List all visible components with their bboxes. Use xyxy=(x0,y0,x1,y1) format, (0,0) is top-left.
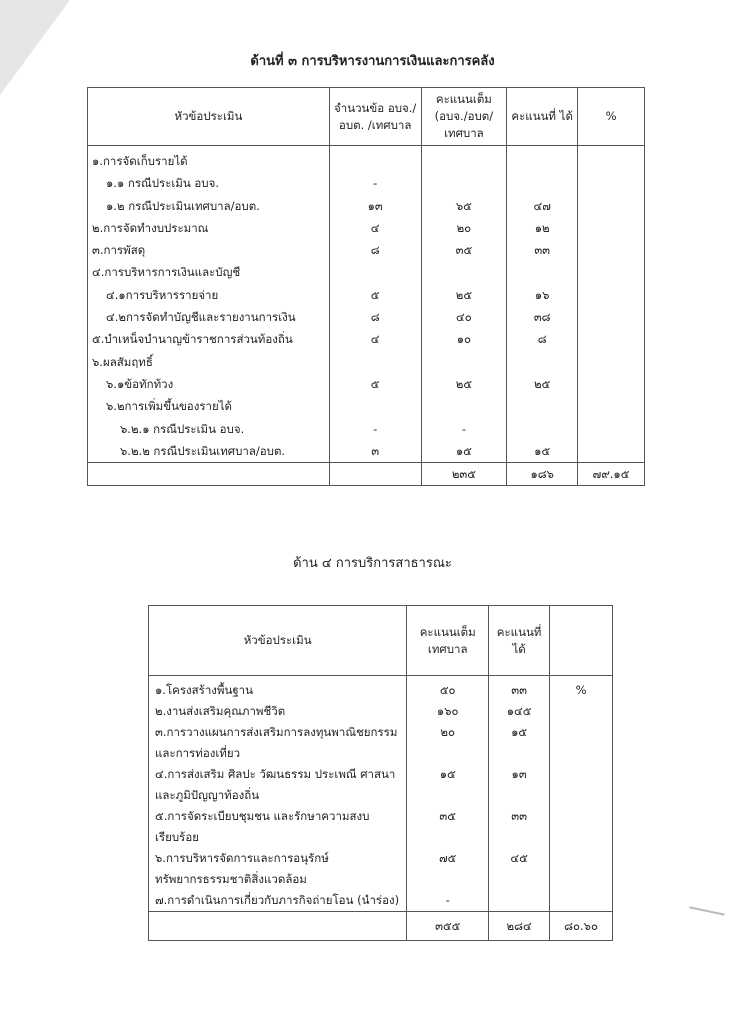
row-label: ๔.การส่งเสริม ศิลปะ วัฒนธรรม ประเพณี ศาสนาและภูมิปัญญาท้องถิ่น xyxy=(149,764,407,806)
row-label: ๖.ผลสัมฤทธิ์ xyxy=(88,351,330,373)
header-full: คะแนนเต็ม (อบจ./อบต/ เทศบาล xyxy=(421,88,507,146)
table-row xyxy=(88,351,645,373)
row-got xyxy=(489,890,550,912)
row-full: ๑๖๐ xyxy=(407,701,489,722)
row-label: ๗.การดำเนินการเกี่ยวกับภารกิจถ่ายโอน (นำร่อง) xyxy=(149,890,407,912)
row-full: ๕๐ xyxy=(407,676,489,702)
table-row xyxy=(149,890,613,912)
table-row xyxy=(149,701,613,722)
row-label: ๖.๒.๑ กรณีประเมิน อบจ. xyxy=(88,418,330,440)
table-row xyxy=(88,306,645,328)
row-count xyxy=(329,395,421,417)
row-full xyxy=(421,395,507,417)
table-row xyxy=(88,440,645,463)
row-pct xyxy=(550,806,613,848)
table-row xyxy=(149,848,613,890)
row-count: ๓ xyxy=(329,440,421,463)
row-got xyxy=(507,172,578,194)
table-row xyxy=(88,418,645,440)
row-label: ๒.งานส่งเสริมคุณภาพชีวิต xyxy=(149,701,407,722)
header-got: คะแนนที่ ได้ xyxy=(507,88,578,146)
row-got: ๘ xyxy=(507,328,578,350)
row-label: ๔.๒การจัดทำบัญชีและรายงานการเงิน xyxy=(88,306,330,328)
row-full: ๓๕ xyxy=(407,806,489,848)
row-label: ๖.๒.๒ กรณีประเมินเทศบาล/อบต. xyxy=(88,440,330,463)
row-got: ๒๕ xyxy=(507,373,578,395)
row-full: ๒๕ xyxy=(421,284,507,306)
row-label: ๑.การจัดเก็บรายได้ xyxy=(88,146,330,173)
row-count xyxy=(329,351,421,373)
row-label: ๖.๒การเพิ่มขึ้นของรายได้ xyxy=(88,395,330,417)
row-got: ๑๖ xyxy=(507,284,578,306)
row-label: ๖.การบริหารจัดการและการอนุรักษ์ ทรัพยากรธรรมชาติสิ่งแวดล้อม xyxy=(149,848,407,890)
section4-table xyxy=(148,605,613,941)
row-count: ๔ xyxy=(329,217,421,239)
row-got: ๑๔๕ xyxy=(489,701,550,722)
row-count xyxy=(329,261,421,283)
row-got xyxy=(507,261,578,283)
section4-title: ด้าน ๔ การบริการสาธารณะ xyxy=(293,556,452,571)
row-label: ๔.๑การบริหารรายจ่าย xyxy=(88,284,330,306)
row-got: ๑๕ xyxy=(507,440,578,463)
row-pct xyxy=(550,701,613,722)
table-row xyxy=(88,395,645,417)
section3-title: ด้านที่ ๓ การบริหารงานการเงินและการคลัง xyxy=(250,54,495,69)
total-got: ๑๘๖ xyxy=(507,463,578,486)
scan-mark xyxy=(689,906,725,915)
total-pct: ๗๙.๑๕ xyxy=(578,463,645,486)
table-row xyxy=(88,172,645,194)
total-row xyxy=(88,463,645,486)
table-row xyxy=(149,722,613,764)
total-got: ๒๘๔ xyxy=(489,912,550,941)
row-got xyxy=(507,418,578,440)
row-label: ๒.การจัดทำงบประมาณ xyxy=(88,217,330,239)
row-count: - xyxy=(329,172,421,194)
total-full: ๓๕๕ xyxy=(407,912,489,941)
row-got: ๑๕ xyxy=(489,722,550,764)
total-full: ๒๓๕ xyxy=(421,463,507,486)
header-got: คะแนนที่ ได้ xyxy=(489,606,550,676)
row-label: ๑.โครงสร้างพื้นฐาน xyxy=(149,676,407,702)
table-row xyxy=(88,261,645,283)
row-full: ๒๐ xyxy=(421,217,507,239)
row-label: ๕.บำเหน็จบำนาญข้าราชการส่วนท้องถิ่น xyxy=(88,328,330,350)
row-full xyxy=(421,172,507,194)
row-full: ๓๕ xyxy=(421,239,507,261)
row-full: ๑๐ xyxy=(421,328,507,350)
row-got xyxy=(507,395,578,417)
row-pct xyxy=(550,722,613,764)
total-row xyxy=(149,912,613,941)
row-pct xyxy=(550,890,613,912)
row-count: ๕ xyxy=(329,284,421,306)
row-full: ๑๕ xyxy=(421,440,507,463)
header-topic: หัวข้อประเมิน xyxy=(88,88,330,146)
page-corner-fold xyxy=(0,0,70,95)
row-got: ๔๗ xyxy=(507,195,578,217)
row-label: ๓.การวางแผนการส่งเสริมการลงทุนพาณิชยกรรมและการท่องเที่ยว xyxy=(149,722,407,764)
table-row xyxy=(88,195,645,217)
row-full: ๒๐ xyxy=(407,722,489,764)
row-got: ๓๓ xyxy=(507,239,578,261)
row-full: ๔๐ xyxy=(421,306,507,328)
header-topic: หัวข้อประเมิน xyxy=(149,606,407,676)
row-full: ๒๕ xyxy=(421,373,507,395)
row-count: - xyxy=(329,418,421,440)
row-got: ๓๘ xyxy=(507,306,578,328)
row-count: ๘ xyxy=(329,239,421,261)
row-pct xyxy=(550,848,613,890)
row-count: ๔ xyxy=(329,328,421,350)
header-full: คะแนนเต็ม เทศบาล xyxy=(407,606,489,676)
row-full: - xyxy=(421,418,507,440)
row-label: ๖.๑ข้อทักท้วง xyxy=(88,373,330,395)
row-full: ๑๕ xyxy=(407,764,489,806)
row-got xyxy=(507,146,578,173)
header-pct: % xyxy=(578,88,645,146)
row-pct: % xyxy=(550,676,613,702)
table-row xyxy=(88,373,645,395)
table-row xyxy=(149,676,613,702)
row-full xyxy=(421,146,507,173)
row-label: ๕.การจัดระเบียบชุมชน และรักษาความสงบเรียบร้อย xyxy=(149,806,407,848)
row-count: ๘ xyxy=(329,306,421,328)
row-full: ๗๕ xyxy=(407,848,489,890)
row-label: ๓.การพัสดุ xyxy=(88,239,330,261)
row-label: ๑.๒ กรณีประเมินเทศบาล/อบต. xyxy=(88,195,330,217)
section3-table xyxy=(87,87,645,486)
row-got: ๑๒ xyxy=(507,217,578,239)
table-row xyxy=(149,764,613,806)
header-count: จำนวนข้อ อบจ./อบต. /เทศบาล xyxy=(329,88,421,146)
table-row xyxy=(88,146,645,173)
row-full: ๖๕ xyxy=(421,195,507,217)
row-full xyxy=(421,351,507,373)
total-pct: ๘๐.๖๐ xyxy=(550,912,613,941)
row-pct xyxy=(550,764,613,806)
table-row xyxy=(88,239,645,261)
table-row xyxy=(149,806,613,848)
row-count: ๑๓ xyxy=(329,195,421,217)
row-full xyxy=(421,261,507,283)
row-got: ๓๓ xyxy=(489,806,550,848)
row-got: ๓๓ xyxy=(489,676,550,702)
row-count xyxy=(329,146,421,173)
row-got: ๑๓ xyxy=(489,764,550,806)
row-count: ๕ xyxy=(329,373,421,395)
row-got xyxy=(507,351,578,373)
row-full: - xyxy=(407,890,489,912)
table-row xyxy=(88,328,645,350)
header-pct xyxy=(550,606,613,676)
table-row xyxy=(88,217,645,239)
row-label: ๑.๑ กรณีประเมิน อบจ. xyxy=(88,172,330,194)
table-row xyxy=(88,284,645,306)
row-got: ๔๕ xyxy=(489,848,550,890)
row-label: ๔.การบริหารการเงินและบัญชี xyxy=(88,261,330,283)
